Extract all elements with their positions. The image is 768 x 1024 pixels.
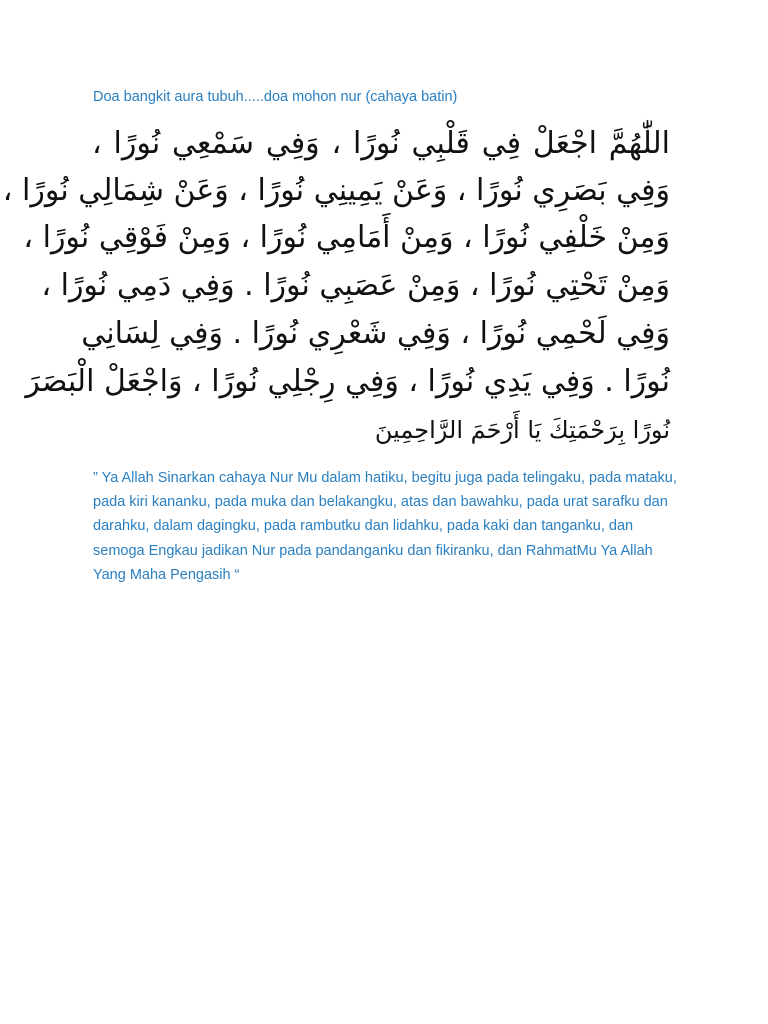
arabic-line-1: اللّٰهُمَّ اجْعَلْ فِي قَلْبِي نُورًا ، وَفِي سَمْعِي نُورًا ، <box>92 126 670 161</box>
translation-paragraph: ” Ya Allah Sinarkan cahaya Nur Mu dalam hatiku, begitu juga pada telingaku, pada mataku, pada kiri kananku, pada muka dan belakangku, atas dan bawahku, pada urat sarafku dan darahku, dalam dagingku, pada rambutku dan lidahku, pada kaki dan tanganku, dan semoga Engkau jadikan Nur pada pandanganku dan fikiranku, dan RahmatMu Ya Allah Yang Maha Pengasih “ <box>93 470 677 583</box>
page-title: Doa bangkit aura tubuh.....doa mohon nur (cahaya batin) <box>93 89 458 105</box>
arabic-line-3: وَمِنْ خَلْفِي نُورًا ، وَمِنْ أَمَامِي نُورًا ، وَمِنْ فَوْقِي نُورًا ، <box>23 220 670 255</box>
arabic-prayer-image <box>2 118 670 452</box>
arabic-line-6: نُورًا . وَفِي يَدِي نُورًا ، وَفِي رِجْلِي نُورًا ، وَاجْعَلْ الْبَصَرَ <box>25 364 670 399</box>
arabic-line-2: وَفِي بَصَرِي نُورًا ، وَعَنْ يَمِينِي نُورًا ، وَعَنْ شِمَالِي نُورًا ، <box>2 173 670 208</box>
arabic-line-4: وَمِنْ تَحْتِي نُورًا ، وَمِنْ عَصَبِي نُورًا . وَفِي دَمِي نُورًا ، <box>41 268 670 303</box>
arabic-line-7: نُورًا بِرَحْمَتِكَ يَا أَرْحَمَ الرَّاحِمِينَ <box>374 416 670 444</box>
arabic-line-5: وَفِي لَحْمِي نُورًا ، وَفِي شَعْرِي نُورًا . وَفِي لِسَانِي <box>81 316 670 351</box>
